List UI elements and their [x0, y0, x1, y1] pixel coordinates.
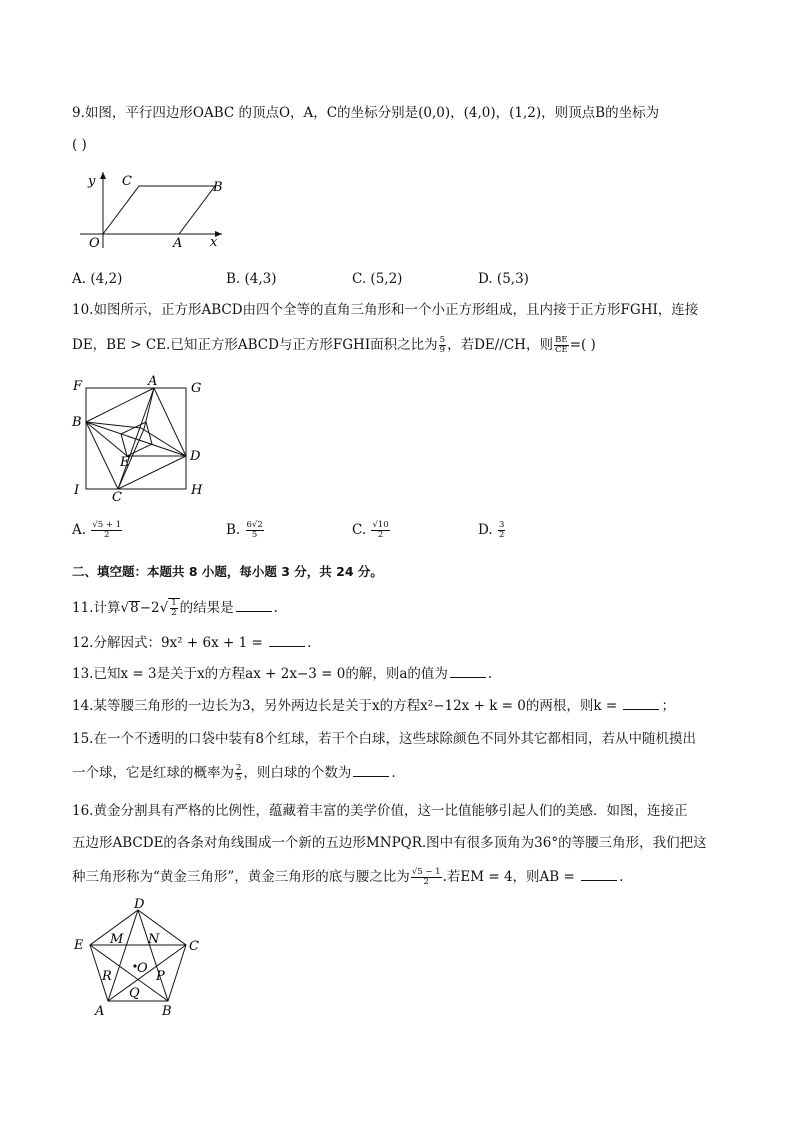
option-letter: A.	[72, 522, 87, 538]
fraction-denominator: 5	[236, 773, 242, 783]
diagonal-db	[138, 910, 168, 1001]
q10-stem-line1: 10.如图所示，正方形ABCD由四个全等的直角三角形和一个小正方形组成，且内接于正方形FGHI，连接	[72, 302, 699, 318]
q13-end: .	[487, 666, 493, 682]
q15-text-b: ，则白球的个数为	[243, 765, 352, 781]
q16-pentagon-figure	[68, 898, 208, 1024]
option-letter: B.	[226, 522, 241, 538]
q9-parallelogram-figure	[76, 168, 226, 250]
option-fraction	[498, 521, 505, 540]
label-c: C	[189, 939, 199, 954]
q9-paren: ( )	[72, 137, 87, 153]
q11-answer-blank[interactable]	[236, 599, 272, 612]
fraction-numerator: √5 − 1	[411, 867, 441, 877]
q16-golden-ratio-fraction	[411, 868, 442, 887]
q14-end: ；	[661, 698, 675, 714]
label-e: E	[74, 938, 84, 953]
label-q: Q	[129, 986, 140, 1001]
label-y: y	[88, 174, 96, 189]
option-fraction	[371, 521, 389, 540]
q16-text-b: .若EM = 4，则AB =	[442, 869, 580, 885]
q16-line2: 五边形ABCDE的各条对角线围成一个新的五边形MNPQR.图中有很多顶角为36°的等腰三角形，我们把这	[72, 835, 707, 851]
fraction-numerator: 3	[498, 520, 505, 530]
label-n: N	[148, 932, 160, 947]
q14-answer-blank[interactable]	[623, 697, 659, 710]
line-be	[86, 422, 127, 456]
q15-line2	[72, 764, 396, 783]
label-f: F	[73, 379, 83, 394]
q13	[72, 665, 492, 683]
fraction-denominator: 2	[104, 530, 110, 540]
q12	[72, 634, 311, 652]
fraction-denominator: 9	[439, 345, 446, 355]
label-b: B	[162, 1004, 172, 1019]
fraction-denominator: 5	[251, 530, 258, 540]
option-letter: D.	[478, 522, 493, 538]
q9-option-d[interactable]: D. (5,3)	[478, 271, 529, 287]
label-d: D	[134, 898, 145, 912]
label-c: C	[122, 174, 132, 189]
label-i: I	[74, 483, 80, 498]
q10-stem-line2	[72, 336, 596, 355]
q16-line1: 16.黄金分割具有严格的比例性，蕴藏着丰富的美学价值，这一比值能够引起人们的美感．如图，连接正	[72, 803, 688, 819]
label-a: A	[148, 374, 158, 389]
fraction-denominator: 2	[423, 877, 429, 887]
fraction-denominator: 2	[377, 530, 384, 540]
label-b: B	[213, 180, 223, 195]
q15-end: .	[391, 765, 396, 781]
label-o: O	[89, 236, 100, 250]
q10-ratio-fraction	[439, 336, 446, 355]
label-d: D	[190, 449, 201, 464]
q13-answer-blank[interactable]	[450, 665, 486, 678]
q15-line1: 15.在一个不透明的口袋中装有8个红球，若干个白球，这些球除颜色不同外其它都相同，若从中随机摸出	[72, 731, 697, 747]
section-2-heading: 二、填空题：本题共 8 小题，每小题 3 分，共 24 分。	[72, 564, 383, 579]
option-letter: C.	[352, 522, 367, 538]
fraction-denominator: 2	[498, 530, 505, 540]
q15-answer-blank[interactable]	[353, 764, 389, 777]
fraction-denominator: 2	[171, 608, 177, 618]
q9-stem-text: 9.如图，平行四边形OABC 的顶点O，A，C的坐标分别是(0,0)，(4,0)，(1,2)，则顶点B的坐标为	[72, 105, 660, 121]
q16-line3	[72, 868, 623, 887]
q11-minus-2: −2	[139, 600, 160, 616]
q10-square-figure	[66, 370, 216, 502]
q9-option-a[interactable]: A. (4,2)	[72, 271, 123, 287]
fraction-numerator: 1	[171, 598, 177, 608]
fraction-numerator: √5 + 1	[92, 520, 122, 530]
q12-text: 12.分解因式：9x² + 6x + 1 =	[72, 635, 268, 651]
label-h: H	[191, 483, 203, 498]
q10-stem-part-a: DE，BE > CE.已知正方形ABCD与正方形FGHI面积之比为	[72, 337, 438, 353]
parallelogram-oabc	[103, 186, 215, 234]
label-o: O	[137, 961, 148, 976]
fraction-numerator: 6√2	[246, 520, 263, 530]
q11-text-a: 11.计算	[72, 600, 121, 616]
fraction-numerator: 5	[439, 335, 446, 345]
q16-end: .	[619, 869, 624, 885]
label-g: G	[191, 381, 202, 396]
q15-text-a: 一个球，它是红球的概率为	[72, 765, 234, 781]
fraction-denominator: CE	[554, 345, 568, 355]
label-p: P	[156, 969, 165, 984]
q10-option-b[interactable]	[226, 521, 265, 540]
q13-text: 13.已知x = 3是关于x的方程ax + 2x−3 = 0的解，则a的值为	[72, 666, 448, 682]
option-fraction	[246, 521, 264, 540]
q11-text-b: 的结果是	[179, 600, 234, 616]
q11: 11.计算√8−2√ $\frac{1}{2}$ 的结果是 .	[72, 598, 278, 618]
q10-ask-fraction	[554, 336, 569, 355]
label-r: R	[102, 969, 112, 984]
q16-answer-blank[interactable]	[581, 868, 617, 881]
q10-option-a[interactable]	[72, 521, 123, 540]
fraction-numerator: √10	[372, 520, 389, 530]
label-c: C	[112, 490, 122, 502]
q11-half-fraction	[170, 599, 177, 618]
q10-option-c[interactable]	[352, 521, 391, 540]
q9-option-b[interactable]: B. (4,3)	[226, 271, 277, 287]
q10-option-d[interactable]	[478, 521, 506, 540]
q11-sqrt-8: 8	[130, 600, 139, 616]
q12-end: .	[307, 635, 312, 651]
q10-stem-part-b: ，若DE//CH，则	[447, 337, 553, 353]
option-fraction	[91, 521, 122, 540]
label-b: B	[72, 415, 82, 430]
label-a: A	[95, 1004, 105, 1019]
q15-probability-fraction	[235, 764, 242, 783]
label-m: M	[110, 932, 124, 947]
label-e: E	[120, 455, 130, 470]
fraction-numerator: BE	[555, 335, 568, 345]
q9-stem	[72, 104, 659, 122]
label-x: x	[210, 235, 218, 250]
q9-option-c[interactable]: C. (5,2)	[352, 271, 403, 287]
q14	[72, 697, 675, 715]
y-axis-arrow-icon	[100, 172, 106, 179]
fraction-numerator: 2	[236, 763, 242, 773]
q11-end: .	[273, 600, 278, 616]
q14-text: 14.某等腰三角形的一边长为3，另外两边长是关于x的方程x²−12x + k = 0的两根，则k =	[72, 698, 622, 714]
q11-sqrt-half	[168, 598, 179, 618]
q10-stem-part-c: =( )	[569, 337, 596, 353]
label-a: A	[173, 236, 183, 250]
q16-text-a: 种三角形称为“黄金三角形”，黄金三角形的底与腰之比为	[72, 869, 410, 885]
q12-answer-blank[interactable]	[269, 634, 305, 647]
